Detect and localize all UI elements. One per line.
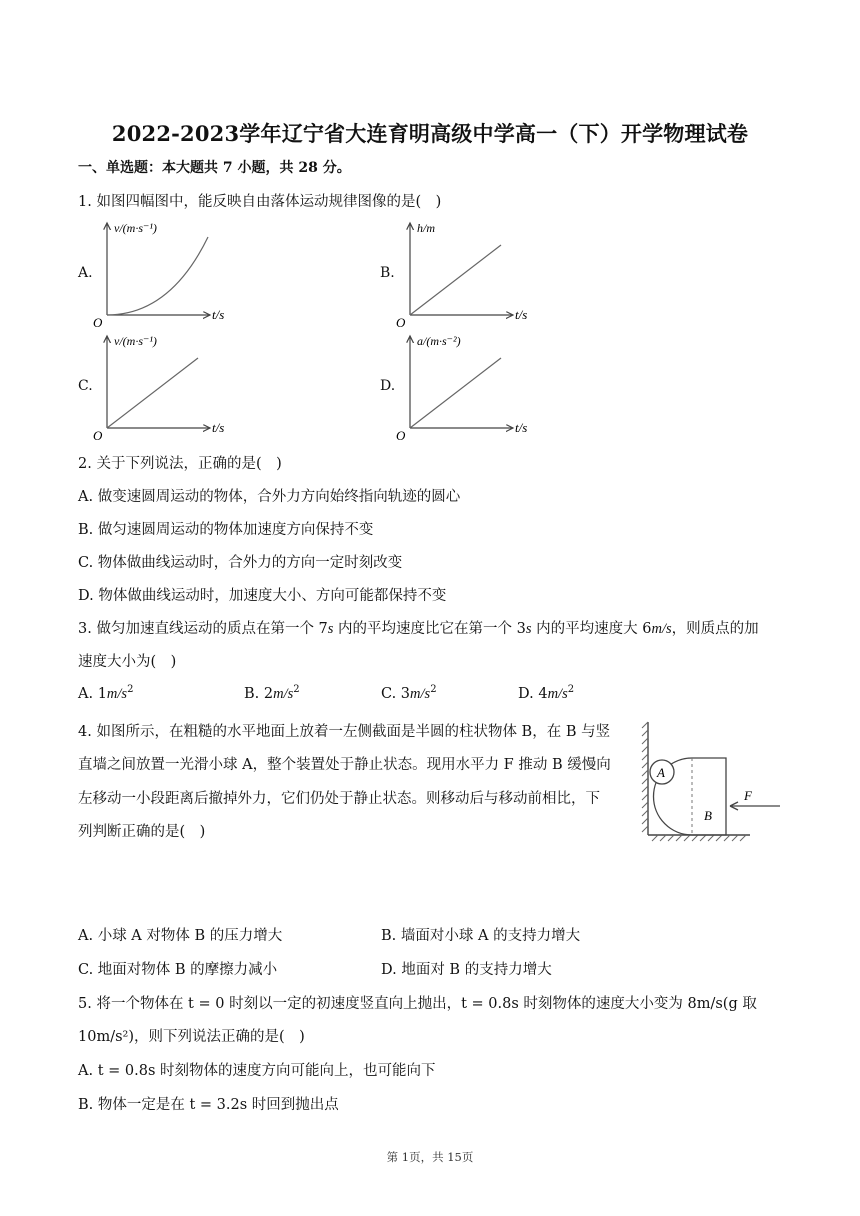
y-axis-label: a/(m·s⁻²) bbox=[417, 334, 461, 348]
q4-option-d: D. 地面对 B 的支持力增大 bbox=[381, 962, 552, 978]
q4-stem-line3: 左移动一小段距离后撤掉外力，它们仍处于静止状态。则移动后与移动前相比，下 bbox=[78, 791, 600, 807]
q1-graph-c bbox=[90, 328, 250, 443]
q4-option-b: B. 墙面对小球 A 的支持力增大 bbox=[381, 928, 581, 944]
y-axis-label: h/m bbox=[417, 221, 435, 235]
q2-stem: 2. 关于下列说法，正确的是( ) bbox=[78, 456, 282, 472]
origin-label: O bbox=[396, 428, 406, 443]
q4-stem-line2: 直墙之间放置一光滑小球 A，整个装置处于静止状态。现用水平力 F 推动 B 缓慢向 bbox=[78, 757, 611, 773]
q4-stem-line1: 4. 如图所示，在粗糙的水平地面上放着一左侧截面是半圆的柱状物体 B，在 B 与竖 bbox=[78, 724, 611, 740]
q1-option-c-label: C. bbox=[78, 378, 93, 394]
q1-option-d-label: D. bbox=[380, 378, 396, 394]
q3-option-d: D. $4m/s^2$ bbox=[518, 684, 575, 702]
q1-graph-a bbox=[90, 215, 250, 330]
q3-stem-line1: 3. 做匀加速直线运动的质点在第一个 7s 内的平均速度比它在第一个 3s 内的平均速度大 6m/s，则质点的加 bbox=[78, 621, 759, 637]
y-axis-label: v/(m·s⁻¹) bbox=[114, 334, 157, 348]
x-axis-label: t/s bbox=[212, 307, 225, 322]
q2-option-b: B. 做匀速圆周运动的物体加速度方向保持不变 bbox=[78, 522, 374, 538]
q1-option-b-label: B. bbox=[380, 265, 395, 281]
origin-label: O bbox=[396, 315, 406, 330]
q1-option-a-label: A. bbox=[78, 265, 93, 281]
linear-line bbox=[410, 245, 501, 315]
q3-option-a: A. $1m/s^2$ bbox=[78, 684, 134, 702]
linear-line bbox=[410, 358, 501, 428]
q5-option-a: A. t = 0.8s 时刻物体的速度方向可能向上，也可能向下 bbox=[78, 1063, 436, 1079]
x-axis-label: t/s bbox=[515, 307, 528, 322]
q1-stem: 1. 如图四幅图中，能反映自由落体运动规律图像的是( ) bbox=[78, 194, 442, 210]
q1-graph-d bbox=[393, 328, 553, 443]
section-heading: 一、单选题：本大题共 7 小题，共 28 分。 bbox=[78, 160, 351, 176]
q5-option-b: B. 物体一定是在 t = 3.2s 时回到抛出点 bbox=[78, 1097, 339, 1113]
q4-stem-line4: 列判断正确的是( ) bbox=[78, 824, 206, 840]
q5-stem-line2: 10m/s²)，则下列说法正确的是( ) bbox=[78, 1029, 305, 1045]
ball-label: A bbox=[657, 765, 665, 780]
page-footer: 第 1页，共 15页 bbox=[386, 1150, 474, 1164]
page-title: 2022-2023学年辽宁省大连育明高级中学高一（下）开学物理试卷 bbox=[111, 121, 749, 146]
q5-stem-line1: 5. 将一个物体在 t = 0 时刻以一定的初速度竖直向上抛出，t = 0.8s 时刻物体的速度大小变为 8m/s(g 取 bbox=[78, 996, 757, 1012]
force-label: F bbox=[744, 788, 752, 803]
x-axis-label: t/s bbox=[515, 420, 528, 435]
q4-option-c: C. 地面对物体 B 的摩擦力减小 bbox=[78, 962, 278, 978]
q2-option-d: D. 物体做曲线运动时，加速度大小、方向可能都保持不变 bbox=[78, 588, 447, 604]
q4-option-a: A. 小球 A 对物体 B 的压力增大 bbox=[78, 928, 283, 944]
y-axis-label: v/(m·s⁻¹) bbox=[114, 221, 157, 235]
linear-line bbox=[107, 358, 198, 428]
q3-option-b: B. $2m/s^2$ bbox=[244, 684, 300, 702]
q2-option-a: A. 做变速圆周运动的物体，合外力方向始终指向轨迹的圆心 bbox=[78, 489, 461, 505]
q2-option-c: C. 物体做曲线运动时，合外力的方向一定时刻改变 bbox=[78, 555, 403, 571]
q3-stem-line2: 速度大小为( ) bbox=[78, 654, 177, 670]
q1-graph-b bbox=[393, 215, 553, 330]
q4-figure bbox=[640, 720, 790, 845]
q3-option-c: C. $3m/s^2$ bbox=[381, 684, 437, 702]
x-axis-label: t/s bbox=[212, 420, 225, 435]
block-label: B bbox=[704, 808, 712, 823]
origin-label: O bbox=[93, 428, 103, 443]
curve-line bbox=[107, 237, 208, 315]
origin-label: O bbox=[93, 315, 103, 330]
